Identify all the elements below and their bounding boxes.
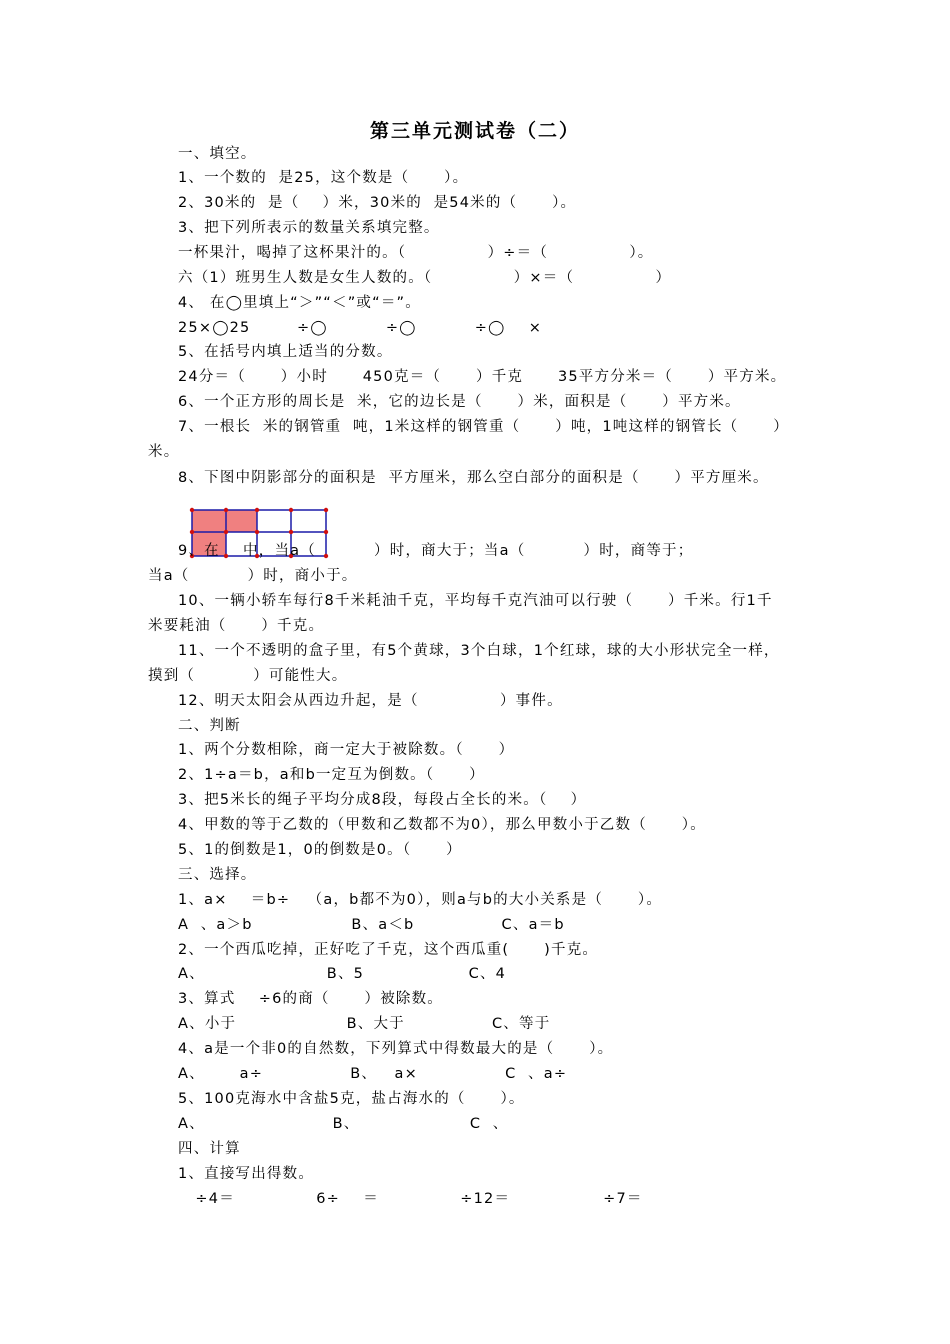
fill-q3: 3、把下列所表示的数量关系填完整。 bbox=[178, 220, 440, 236]
fill-q8: 8、下图中阴影部分的面积是 平方厘米，那么空白部分的面积是（ ）平方厘米。 bbox=[178, 470, 769, 486]
fill-q4-row: 25×◯25 ÷◯ ÷◯ ÷◯ × bbox=[178, 320, 543, 336]
judge-j5: 5、1的倒数是1，0的倒数是0。（ ） bbox=[178, 842, 462, 858]
grid-cell-shaded bbox=[226, 510, 257, 532]
choice-c4-options: A、 a÷ B、 a× C 、a÷ bbox=[178, 1066, 568, 1082]
calc-k1-row: ÷4＝ 6÷ ＝ ÷12＝ ÷7＝ bbox=[178, 1191, 643, 1207]
fill-q3a: 一杯果汁，喝掉了这杯果汁的。（ ）÷＝（ ）。 bbox=[178, 245, 654, 261]
judge-j2: 2、1÷a＝b，a和b一定互为倒数。（ ） bbox=[178, 767, 485, 783]
section-choice: 三、选择。 bbox=[178, 867, 257, 883]
choice-c5: 5、100克海水中含盐5克，盐占海水的（ ）。 bbox=[178, 1091, 525, 1107]
fill-q10a: 10、一辆小轿车每行8千米耗油千克，平均每千克汽油可以行驶（ ）千米。行1千 bbox=[178, 593, 773, 609]
choice-c1-options: A 、a＞b B、a＜b C、a＝b bbox=[178, 917, 565, 933]
fill-q4: 4、 在◯里填上“＞”“＜”或“＝”。 bbox=[178, 295, 421, 311]
page-title: 第三单元测试卷（二） bbox=[369, 120, 580, 142]
choice-c1: 1、a× ＝b÷ （a，b都不为0），则a与b的大小关系是（ ）。 bbox=[178, 892, 663, 908]
section-fill: 一、填空。 bbox=[178, 146, 257, 162]
judge-j4: 4、甲数的等于乙数的（甲数和乙数都不为0），那么甲数小于乙数（ ）。 bbox=[178, 817, 706, 833]
fill-q11b: 摸到（ ）可能性大。 bbox=[148, 668, 348, 684]
fill-q5-row: 24分＝（ ）小时 450克＝（ ）千克 35平方分米＝（ ）平方米。 bbox=[178, 369, 787, 385]
fill-q3b: 六（1）班男生人数是女生人数的。（ ）×＝（ ） bbox=[178, 270, 672, 286]
fill-q2: 2、30米的 是（ ）米，30米的 是54米的（ ）。 bbox=[178, 195, 577, 211]
fill-q5: 5、在括号内填上适当的分数。 bbox=[178, 344, 393, 360]
fill-q10b: 米要耗油（ ）千克。 bbox=[148, 618, 325, 634]
fill-q6: 6、一个正方形的周长是 米，它的边长是（ ）米，面积是（ ）平方米。 bbox=[178, 394, 741, 410]
calc-k1: 1、直接写出得数。 bbox=[178, 1166, 315, 1182]
choice-c2-options: A、 B、5 C、4 bbox=[178, 966, 507, 982]
fill-q12: 12、明天太阳会从西边升起，是（ ）事件。 bbox=[178, 693, 563, 709]
fill-q11a: 11、一个不透明的盒子里，有5个黄球，3个白球，1个红球，球的大小形状完全一样， bbox=[178, 643, 780, 659]
fill-q9b: 当a（ ）时，商小于。 bbox=[148, 568, 358, 584]
fill-q7b: 米。 bbox=[148, 444, 180, 460]
grid-cell-shaded bbox=[192, 510, 226, 532]
choice-c3-options: A、小于 B、大于 C、等于 bbox=[178, 1016, 551, 1032]
section-judge: 二、判断 bbox=[178, 718, 241, 734]
fill-q1: 1、一个数的 是25，这个数是（ ）。 bbox=[178, 170, 469, 186]
choice-c5-options: A、 B、 C 、 bbox=[178, 1116, 509, 1132]
choice-c4: 4、a是一个非0的自然数，下列算式中得数最大的是（ ）。 bbox=[178, 1041, 614, 1057]
section-calc: 四、计算 bbox=[178, 1141, 241, 1157]
judge-j3: 3、把5米长的绳子平均分成8段，每段占全长的米。（ ） bbox=[178, 792, 587, 808]
fill-q7a: 7、一根长 米的钢管重 吨，1米这样的钢管重（ ）吨，1吨这样的钢管长（ ） bbox=[178, 419, 789, 435]
choice-c2: 2、一个西瓜吃掉，正好吃了千克，这个西瓜重( )千克。 bbox=[178, 942, 599, 958]
choice-c3: 3、算式 ÷6的商（ ）被除数。 bbox=[178, 991, 443, 1007]
fill-q9a: 9、在 中，当a（ ）时，商大于；当a（ ）时，商等于； bbox=[178, 543, 694, 559]
judge-j1: 1、两个分数相除，商一定大于被除数。（ ） bbox=[178, 742, 515, 758]
